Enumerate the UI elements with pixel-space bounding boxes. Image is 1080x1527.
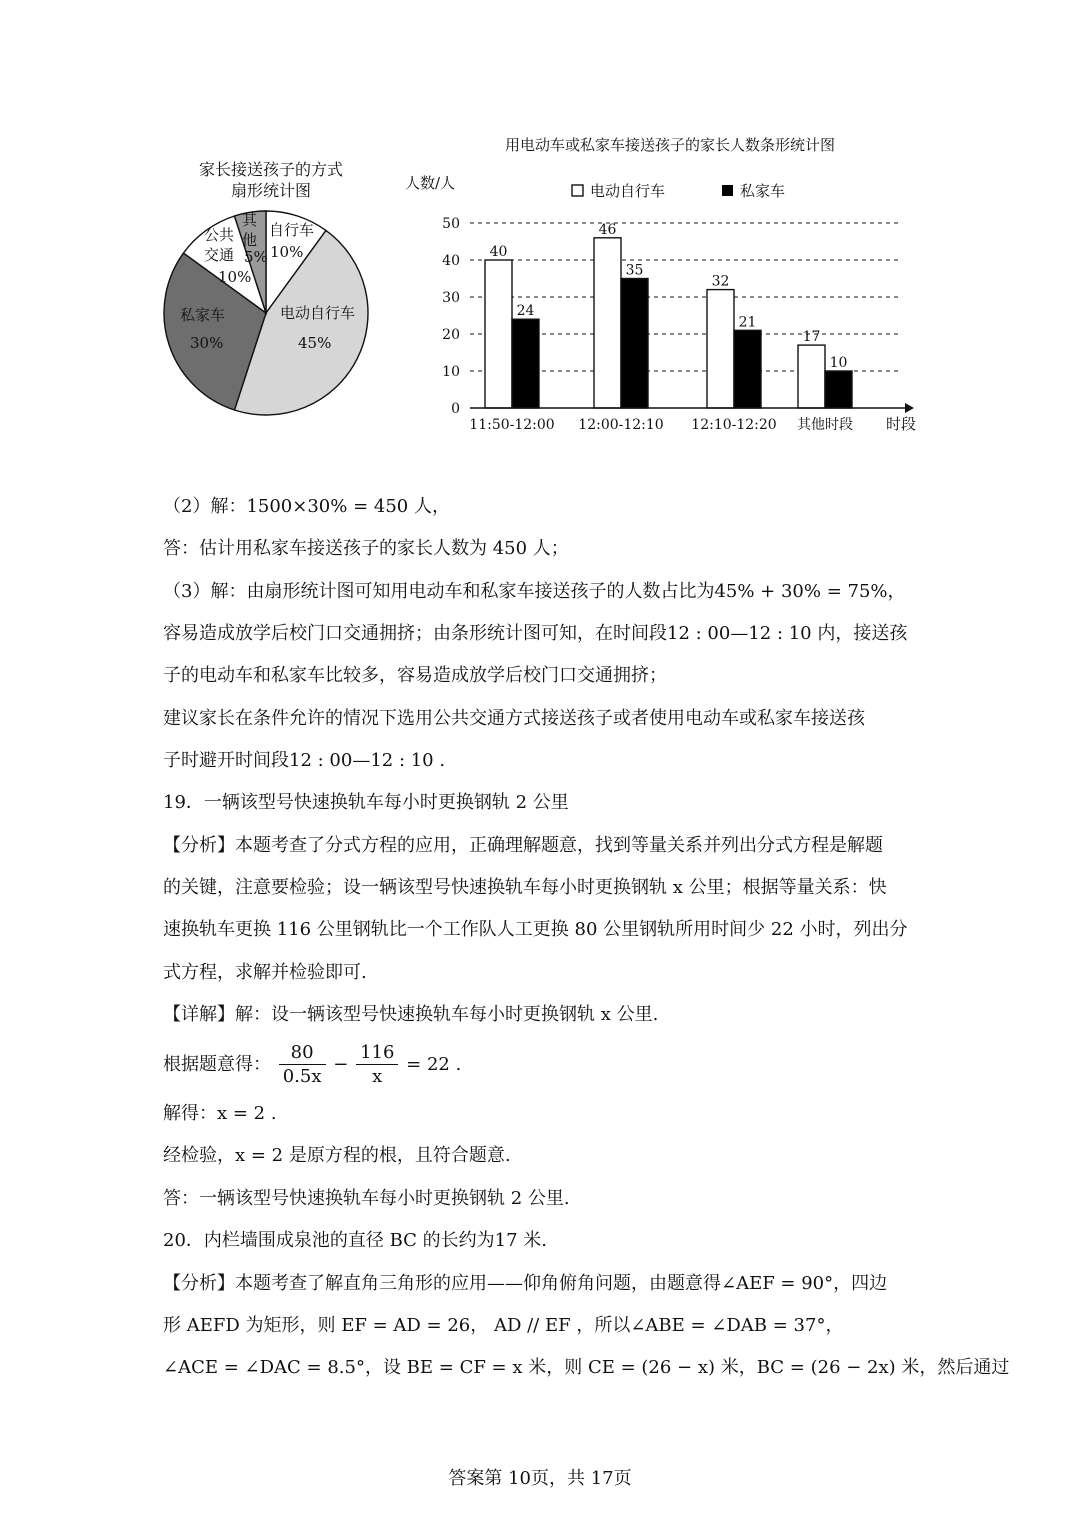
- suggestion-line2: 子时避开时间段12 : 00—12 : 10 .: [163, 750, 446, 771]
- bar-ebike: [594, 238, 621, 408]
- legend-ebike-label: 电动自行车: [590, 182, 666, 200]
- y-tick-label: 20: [442, 327, 460, 343]
- fraction-116: [356, 1042, 398, 1089]
- q19-analysis-1: 【分析】本题考查了分式方程的应用，正确理解题意，找到等量关系并列出分式方程是解题: [163, 835, 883, 856]
- legend-car-label: 私家车: [740, 182, 786, 200]
- pie-label-other-2: 他: [242, 231, 258, 249]
- fraction-116-numerator: 116: [356, 1042, 398, 1065]
- equation-suffix: = 22 .: [406, 1054, 462, 1075]
- x-tick-label: 11:50-12:00: [469, 417, 555, 433]
- pie-pct-public: 10%: [218, 268, 252, 286]
- q19-check: 经检验，x = 2 是原方程的根，且符合题意.: [163, 1145, 511, 1166]
- x-axis-label: 时段: [886, 415, 917, 433]
- x-axis-arrow: [905, 403, 914, 413]
- bar-private-car: [512, 319, 539, 408]
- q19-final-answer: 答：一辆该型号快速换轨车每小时更换钢轨 2 公里.: [163, 1188, 570, 1209]
- bar-value-label: 24: [516, 303, 535, 320]
- pie-label-other-1: 其: [242, 211, 258, 229]
- solution-3: （3）解：由扇形统计图可知用电动车和私家车接送孩子的人数占比为45% + 30% = 75%，: [163, 581, 906, 602]
- pie-pct-ebike: 45%: [298, 334, 332, 352]
- q19-analysis-3: 速换轨车更换 116 公里钢轨比一个工作队人工更换 80 公里钢轨所用时间少 22 小时，列出分: [163, 919, 908, 940]
- q20-analysis-1: 【分析】本题考查了解直角三角形的应用——仰角俯角问题，由题意得∠AEF = 90°，四边: [163, 1273, 888, 1294]
- q19-analysis-4: 式方程，求解并检验即可.: [163, 962, 367, 983]
- bar-ebike: [798, 345, 825, 408]
- q19-analysis-2: 的关键，注意要检验；设一辆该型号快速换轨车每小时更换钢轨 x 公里；根据等量关系：快: [163, 877, 887, 898]
- y-tick-label: 30: [442, 290, 460, 306]
- legend-ebike-swatch: [572, 185, 583, 196]
- q19-equation: [163, 1040, 461, 1090]
- bar-private-car: [621, 279, 648, 409]
- minus-sign: −: [333, 1054, 349, 1075]
- bar-value-label: 21: [738, 314, 757, 331]
- pie-pct-private-car: 30%: [190, 334, 224, 352]
- bar-value-label: 35: [625, 262, 644, 279]
- q20-analysis-2: 形 AEFD 为矩形，则 EF = AD = 26， AD // EF ，所以∠ABE = ∠DAB = 37°，: [163, 1315, 844, 1336]
- fraction-116-denominator: x: [372, 1065, 383, 1087]
- pie-label-ebike: 电动自行车: [280, 304, 356, 322]
- pie-pct-other: 5%: [244, 248, 268, 266]
- page-footer: 答案第 10页，共 17页: [448, 1468, 632, 1489]
- bar-value-label: 40: [489, 244, 508, 260]
- legend-car-swatch: [722, 185, 733, 196]
- answer-2: 答：估计用私家车接送孩子的家长人数为 450 人；: [163, 538, 569, 559]
- bar-value-label: 32: [711, 273, 730, 290]
- x-tick-label: 12:10-12:20: [691, 417, 777, 433]
- pie-title-line2: 扇形统计图: [230, 181, 311, 200]
- q20-analysis-3: ∠ACE = ∠DAC = 8.5°，设 BE = CF = x 米，则 CE = (26 − x) 米，BC = (26 − 2x) 米，然后通过: [163, 1357, 1010, 1378]
- bar-value-label: 10: [829, 355, 848, 371]
- pie-label-private-car: 私家车: [180, 306, 226, 324]
- bar-ebike: [485, 260, 512, 408]
- fraction-80-denominator: 0.5x: [282, 1065, 322, 1087]
- equation-prefix: 根据题意得：: [163, 1054, 271, 1075]
- solution-3-line3: 子的电动车和私家车比较多，容易造成放学后校门口交通拥挤；: [163, 665, 667, 686]
- suggestion-line1: 建议家长在条件允许的情况下选用公共交通方式接送孩子或者使用电动车或私家车接送孩: [163, 708, 865, 729]
- x-tick-label: 12:00-12:10: [578, 417, 664, 433]
- fraction-80: [279, 1042, 326, 1089]
- bar-value-label: 17: [802, 329, 821, 346]
- q20-answer: 20．内栏墙围成泉池的直径 BC 的长约为17 米.: [163, 1230, 548, 1251]
- bar-private-car: [734, 330, 761, 408]
- pie-label-public-1: 公共: [204, 226, 235, 244]
- solution-3-line2: 容易造成放学后校门口交通拥挤；由条形统计图可知，在时间段12 : 00—12 : 10 内，接送孩: [163, 623, 908, 644]
- q19-answer: 19．一辆该型号快速换轨车每小时更换钢轨 2 公里: [163, 792, 569, 813]
- y-tick-label: 50: [442, 216, 460, 232]
- solution-2: （2）解：1500×30% = 450 人，: [163, 496, 450, 517]
- pie-pct-bicycle: 10%: [270, 243, 304, 261]
- bar-value-label: 46: [598, 221, 617, 238]
- pie-title-line1: 家长接送孩子的方式: [198, 160, 343, 179]
- q19-detail: 【详解】解：设一辆该型号快速换轨车每小时更换钢轨 x 公里.: [163, 1004, 659, 1025]
- bar-private-car: [825, 371, 852, 408]
- bar-chart: [400, 128, 930, 446]
- y-tick-label: 40: [442, 253, 460, 269]
- y-tick-label: 10: [442, 364, 460, 380]
- y-axis-label: 人数/人: [405, 174, 456, 192]
- pie-label-bicycle: 自行车: [269, 221, 315, 239]
- fraction-80-numerator: 80: [279, 1042, 326, 1065]
- bar-chart-title: 用电动车或私家车接送孩子的家长人数条形统计图: [504, 136, 836, 154]
- y-tick-label: 0: [451, 401, 460, 417]
- pie-label-public-2: 交通: [204, 246, 235, 264]
- q19-solve: 解得：x = 2 .: [163, 1103, 277, 1124]
- pie-chart: [160, 200, 370, 426]
- bar-ebike: [707, 290, 734, 408]
- x-tick-label: 其他时段: [797, 417, 853, 433]
